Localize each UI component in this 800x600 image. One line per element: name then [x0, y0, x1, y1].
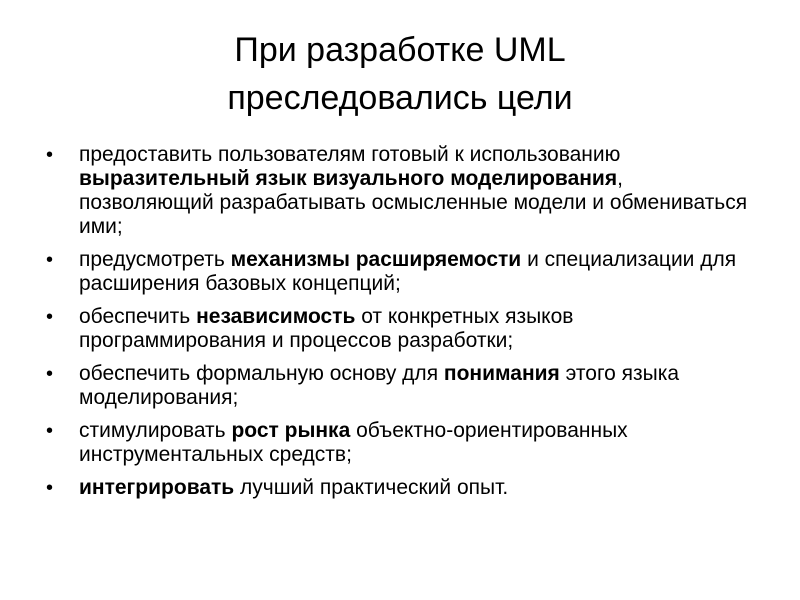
text-run: , позволяющий разрабатывать осмысленные модели и обмениваться ими; [79, 167, 748, 238]
list-item-text [79, 362, 679, 409]
list-item [46, 305, 758, 353]
text-run: лучший практический опыт. [234, 476, 509, 499]
list-item-text [79, 305, 573, 352]
text-run: обеспечить формальную основу для [79, 362, 444, 385]
emphasized-text: рост рынка [231, 419, 351, 442]
list-item-text [79, 476, 508, 499]
bullet-icon: • [46, 306, 54, 328]
bullet-icon: • [46, 363, 54, 385]
emphasized-text: интегрировать [79, 476, 235, 499]
emphasized-text: понимания [443, 362, 560, 385]
list-item-text [79, 248, 736, 295]
emphasized-text: независимость [196, 305, 356, 328]
list-item [46, 419, 758, 467]
bullet-icon: • [46, 144, 54, 166]
list-item [46, 476, 758, 500]
emphasized-text: выразительный язык визуального моделирования [79, 167, 618, 190]
text-run: предусмотреть [79, 248, 231, 271]
list-item-text [79, 419, 628, 466]
slide-title-line-2: преследовались цели [227, 79, 573, 117]
bullet-icon: • [46, 477, 54, 499]
text-run: от конкретных языков программирования и процессов разработки; [79, 305, 574, 352]
bullet-icon: • [46, 420, 54, 442]
text-run: объектно-ориентированных инструментальных средств; [79, 419, 628, 466]
slide-title-line-1: При разработке UML [234, 31, 566, 69]
slide-title [40, 26, 760, 122]
text-run: предоставить пользователям готовый к использованию [79, 143, 621, 166]
list-item [46, 248, 758, 296]
text-run: обеспечить [79, 305, 197, 328]
list-item-text [79, 143, 747, 238]
text-run: стимулировать [79, 419, 232, 442]
bullet-icon: • [46, 249, 54, 271]
list-item [46, 143, 758, 239]
text-run: этого языка моделирования; [79, 362, 680, 409]
goals-list [46, 143, 758, 509]
list-item [46, 362, 758, 410]
emphasized-text: механизмы расширяемости [230, 248, 522, 271]
text-run: и специализации для расширения базовых концепций; [79, 248, 737, 295]
